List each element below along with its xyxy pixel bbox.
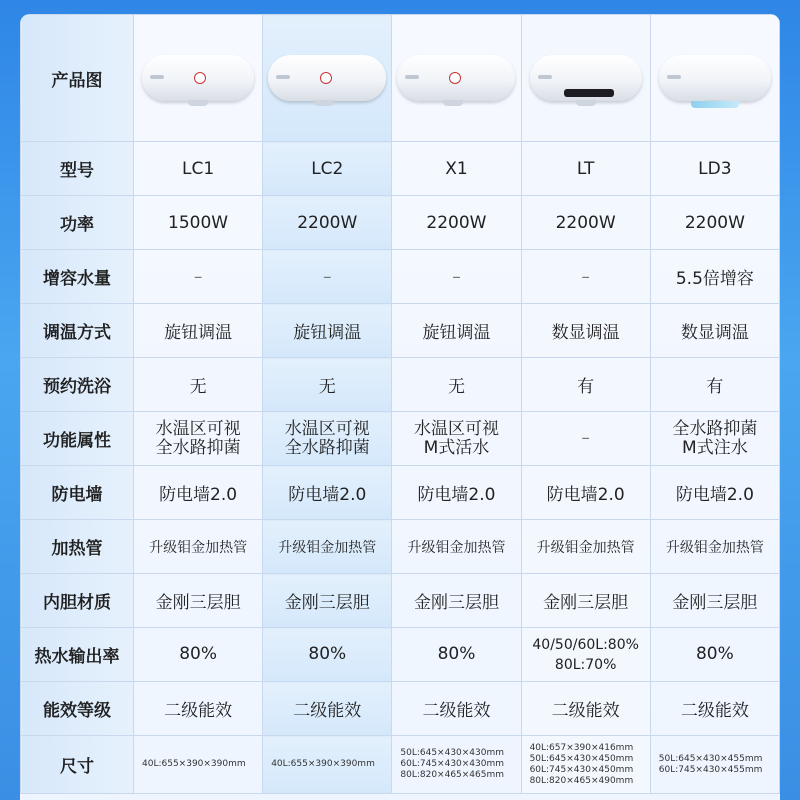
table-row-tank: [21, 574, 780, 628]
cell-shield-4: [521, 466, 650, 520]
table-row-capacity: [21, 250, 780, 304]
cell-capacity-1: [134, 250, 263, 304]
heater-base: [314, 100, 334, 106]
cell-image-5: [650, 15, 779, 142]
row-label-output-rate: 热水输出率: [21, 628, 134, 682]
reservation-value: 有: [577, 377, 595, 397]
table-row-features: [21, 412, 780, 466]
tank-value: 金刚三层胆: [672, 593, 758, 613]
efficiency-value: 二级能效: [551, 701, 620, 721]
table-row-shield: [21, 466, 780, 520]
cell-power-4: [521, 196, 650, 250]
water-heater-image: [530, 55, 642, 101]
temp-control-value: 旋钮调温: [422, 323, 491, 343]
size-list: [522, 743, 650, 787]
cell-efficiency-4: [521, 682, 650, 736]
heating-tube-value: 升级钼金加热管: [407, 539, 506, 556]
output-rate-line: 80%: [308, 644, 347, 664]
tank-value: 金刚三层胆: [155, 593, 241, 613]
reservation-value: 无: [189, 377, 207, 397]
cell-image-3: [392, 15, 521, 142]
cell-features-1: [134, 412, 263, 466]
features-line: –: [581, 428, 590, 448]
output-rate-line: 40/50/60L:80%: [532, 636, 639, 653]
size-line: 60L:745×430×430mm: [400, 759, 505, 769]
heater-base: [188, 100, 208, 106]
features-line: M式活水: [423, 437, 490, 458]
heater-knob: [194, 72, 206, 84]
heater-knob: [449, 72, 461, 84]
table-row-size: [21, 736, 780, 794]
model-value: LT: [576, 158, 595, 179]
cell-tank-4: [521, 574, 650, 628]
cell-shield-1: [134, 466, 263, 520]
features-lines: [651, 420, 779, 458]
cell-size-4: [521, 736, 650, 794]
row-label-features: 功能属性: [21, 412, 134, 466]
temp-control-value: 旋钮调温: [164, 323, 233, 343]
cell-size-2: [263, 736, 392, 794]
output-rate-line: 80%: [695, 644, 734, 664]
model-value: X1: [445, 158, 468, 179]
tank-value: 金刚三层胆: [413, 593, 499, 613]
model-value: LD3: [698, 158, 732, 179]
size-list: [651, 754, 779, 776]
efficiency-value: 二级能效: [422, 701, 491, 721]
heater-display-panel: [564, 89, 614, 97]
temp-control-value: 数显调温: [680, 323, 749, 343]
power-value: 1500W: [168, 212, 229, 233]
reservation-value: 无: [318, 377, 336, 397]
power-value: 2200W: [555, 212, 616, 233]
water-heater-image: [142, 55, 254, 101]
cell-size-1: [134, 736, 263, 794]
cell-shield-5: [650, 466, 779, 520]
table-row-reservation: [21, 358, 780, 412]
cell-image-2: [263, 15, 392, 142]
cell-tank-3: [392, 574, 521, 628]
cell-features-5: [650, 412, 779, 466]
table-row-heating-tube: [21, 520, 780, 574]
cell-image-1: [134, 15, 263, 142]
size-line: 80L:820×465×490mm: [529, 775, 634, 786]
output-rate-line: 80%: [437, 644, 476, 664]
cell-capacity-2: [263, 250, 392, 304]
cell-efficiency-1: [134, 682, 263, 736]
cell-reservation-5: [650, 358, 779, 412]
comparison-table: [20, 14, 780, 794]
cell-image-4: [521, 15, 650, 142]
cell-features-2: [263, 412, 392, 466]
heater-logo: [538, 75, 552, 79]
tank-value: 金刚三层胆: [284, 593, 370, 613]
size-line: 50L:645×430×430mm: [400, 748, 505, 758]
capacity-value: –: [193, 266, 203, 287]
size-line: 50L:645×430×450mm: [529, 753, 634, 764]
row-label-shield: 防电墙: [21, 466, 134, 520]
features-lines: [263, 420, 391, 458]
cell-size-3: [392, 736, 521, 794]
cell-model-2: [263, 142, 392, 196]
size-line: 60L:745×430×450mm: [529, 764, 634, 775]
output-rate-line: 80%: [179, 644, 217, 664]
cell-model-4: [521, 142, 650, 196]
row-label-power: 功率: [21, 196, 134, 250]
table-row-temp-control: [21, 304, 780, 358]
cell-temp-control-5: [650, 304, 779, 358]
row-label-image: 产品图: [21, 15, 134, 142]
table-row-output-rate: [21, 628, 780, 682]
row-label-heating-tube: 加热管: [21, 520, 134, 574]
heater-logo: [667, 75, 681, 79]
heater-logo: [150, 75, 164, 79]
output-rate-line: 80L:70%: [554, 656, 617, 673]
cell-output-rate-2: [263, 628, 392, 682]
size-line: 40L:655×390×390mm: [142, 759, 246, 769]
capacity-value: –: [581, 266, 590, 287]
heater-pipes: [691, 101, 739, 108]
heater-base: [576, 100, 596, 106]
size-list: [134, 759, 262, 770]
cell-capacity-3: [392, 250, 521, 304]
size-line: 40L:655×390×390mm: [271, 759, 375, 769]
cell-heating-tube-2: [263, 520, 392, 574]
heating-tube-value: 升级钼金加热管: [665, 539, 764, 556]
cell-model-5: [650, 142, 779, 196]
cell-efficiency-5: [650, 682, 779, 736]
output-rate-lines: [522, 635, 650, 675]
cell-efficiency-3: [392, 682, 521, 736]
shield-value: 防电墙2.0: [288, 485, 367, 505]
temp-control-value: 旋钮调温: [293, 323, 362, 343]
cell-output-rate-3: [392, 628, 521, 682]
power-value: 2200W: [297, 212, 358, 233]
features-line: 全水路抑菌: [672, 418, 758, 439]
tank-value: 金刚三层胆: [543, 593, 629, 613]
row-label-tank: 内胆材质: [21, 574, 134, 628]
cell-heating-tube-4: [521, 520, 650, 574]
cell-power-1: [134, 196, 263, 250]
capacity-value: –: [452, 266, 461, 287]
reservation-value: 无: [447, 377, 465, 397]
cell-heating-tube-1: [134, 520, 263, 574]
cell-efficiency-2: [263, 682, 392, 736]
capacity-value: 5.5倍增容: [675, 269, 754, 289]
cell-reservation-4: [521, 358, 650, 412]
cell-power-5: [650, 196, 779, 250]
cell-power-3: [392, 196, 521, 250]
features-lines: [392, 420, 520, 458]
cell-output-rate-1: [134, 628, 263, 682]
cell-model-3: [392, 142, 521, 196]
efficiency-value: 二级能效: [680, 701, 749, 721]
water-heater-image: [268, 55, 386, 101]
table-row-image: [21, 15, 780, 142]
features-lines: [134, 420, 262, 458]
capacity-value: –: [323, 266, 332, 287]
model-value: LC1: [182, 158, 215, 179]
heating-tube-value: 升级钼金加热管: [149, 539, 248, 556]
heater-logo: [405, 75, 419, 79]
cell-capacity-4: [521, 250, 650, 304]
cell-temp-control-1: [134, 304, 263, 358]
features-line: 水温区可视: [155, 418, 241, 439]
cell-features-4: [521, 412, 650, 466]
table-row-model: [21, 142, 780, 196]
comparison-panel: [20, 14, 780, 800]
heater-knob: [320, 72, 332, 84]
efficiency-value: 二级能效: [164, 701, 233, 721]
features-line: 水温区可视: [413, 418, 499, 439]
cell-tank-2: [263, 574, 392, 628]
row-label-reservation: 预约洗浴: [21, 358, 134, 412]
cell-reservation-1: [134, 358, 263, 412]
cell-temp-control-2: [263, 304, 392, 358]
water-heater-image: [397, 55, 515, 101]
heater-base: [443, 100, 463, 106]
cell-reservation-2: [263, 358, 392, 412]
cell-tank-5: [650, 574, 779, 628]
features-line: 全水路抑菌: [284, 437, 370, 458]
size-line: 60L:745×430×455mm: [658, 764, 763, 775]
cell-temp-control-3: [392, 304, 521, 358]
features-line: 全水路抑菌: [155, 437, 241, 458]
size-line: 40L:657×390×416mm: [529, 742, 634, 753]
cell-shield-3: [392, 466, 521, 520]
shield-value: 防电墙2.0: [546, 485, 625, 505]
shield-value: 防电墙2.0: [417, 485, 496, 505]
output-rate-lines: [263, 645, 391, 664]
row-label-model: 型号: [21, 142, 134, 196]
heating-tube-value: 升级钼金加热管: [536, 539, 635, 556]
reservation-value: 有: [706, 377, 724, 397]
table-row-power: [21, 196, 780, 250]
heating-tube-value: 升级钼金加热管: [278, 539, 377, 556]
temp-control-value: 数显调温: [551, 323, 620, 343]
cell-model-1: [134, 142, 263, 196]
output-rate-lines: [651, 645, 779, 664]
features-line: 水温区可视: [284, 418, 370, 439]
shield-value: 防电墙2.0: [159, 485, 238, 505]
features-line: M式注水: [682, 437, 748, 458]
model-value: LC2: [311, 158, 344, 179]
water-heater-image: [659, 55, 771, 101]
features-lines: [522, 429, 650, 448]
output-rate-lines: [392, 645, 520, 664]
cell-size-5: [650, 736, 779, 794]
cell-capacity-5: [650, 250, 779, 304]
row-label-efficiency: 能效等级: [21, 682, 134, 736]
cell-output-rate-5: [650, 628, 779, 682]
cell-tank-1: [134, 574, 263, 628]
cell-features-3: [392, 412, 521, 466]
size-list: [263, 759, 391, 770]
size-line: 50L:645×430×455mm: [658, 753, 763, 764]
cell-temp-control-4: [521, 304, 650, 358]
cell-power-2: [263, 196, 392, 250]
row-label-capacity: 增容水量: [21, 250, 134, 304]
power-value: 2200W: [684, 212, 745, 233]
cell-shield-2: [263, 466, 392, 520]
row-label-size: 尺寸: [21, 736, 134, 794]
shield-value: 防电墙2.0: [675, 485, 754, 505]
cell-heating-tube-5: [650, 520, 779, 574]
efficiency-value: 二级能效: [293, 701, 362, 721]
size-list: [392, 748, 520, 781]
cell-heating-tube-3: [392, 520, 521, 574]
cell-reservation-3: [392, 358, 521, 412]
heater-logo: [276, 75, 290, 79]
power-value: 2200W: [426, 212, 487, 233]
cell-output-rate-4: [521, 628, 650, 682]
size-line: 80L:820×465×465mm: [400, 770, 505, 780]
table-row-efficiency: [21, 682, 780, 736]
output-rate-lines: [134, 645, 262, 664]
row-label-temp-control: 调温方式: [21, 304, 134, 358]
